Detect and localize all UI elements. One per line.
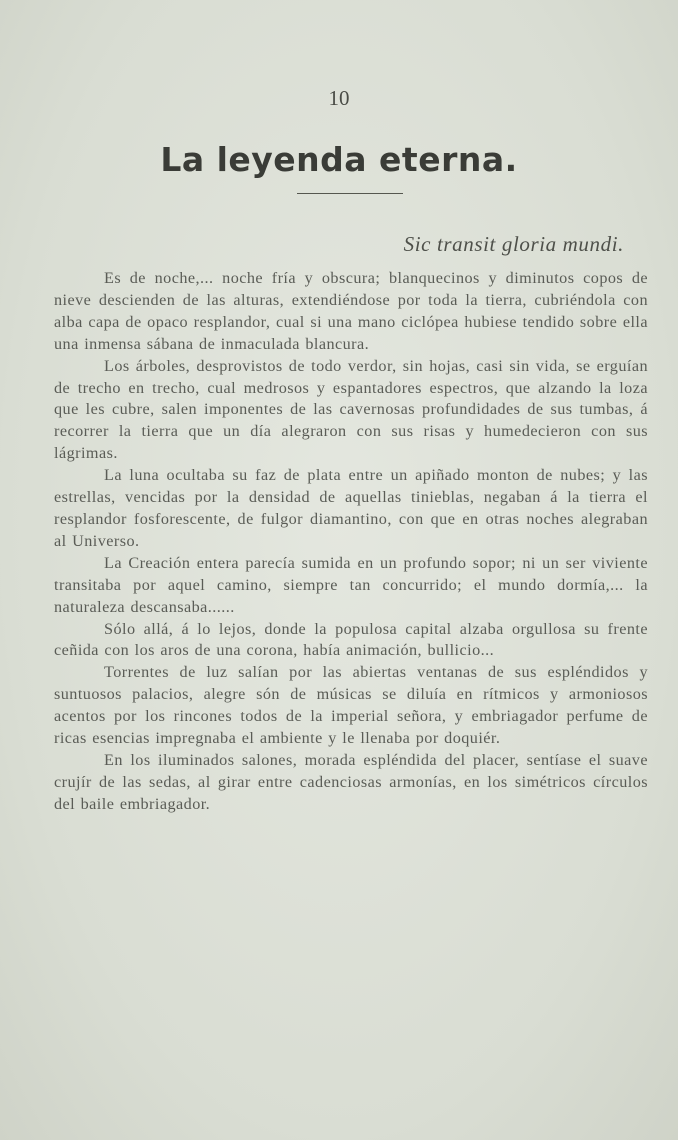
paragraph: Es de noche,... noche fría y obscura; blanquecinos y diminutos copos de nieve descienden de las alturas, extendiéndose por toda la tierra, cubriéndola con alba capa de opaco resplandor, cual si una mano ciclópea hubiese tendido sobre ella una inmensa sábana de inmaculada blancura. <box>54 269 648 353</box>
title-divider <box>297 193 403 194</box>
paragraph: Sólo allá, á lo lejos, donde la populosa capital alzaba orgullosa su frente ceñida con los aros de una corona, había animación, bullicio... <box>54 619 648 660</box>
chapter-title: La leyenda eterna. <box>160 140 518 179</box>
paragraph: Torrentes de luz salían por las abiertas ventanas de sus espléndidos y suntuosos palacios, alegre són de músicas se diluía en rítmicos y armoniosos acentos por los rincones todos de la imperial señora, y embriagador perfume de ricas esencias impregnaba el ambiente y le llenaba por doquiér. <box>54 663 648 748</box>
page-number: 10 <box>328 86 350 110</box>
epigraph: Sic transit gloria mundi. <box>403 232 624 256</box>
paragraph: La luna ocultaba su faz de plata entre un apiñado monton de nubes; y las estrellas, vencidas por la densidad de aquellas tinieblas, negaban á la tierra el resplandor fosforescente, de fulgor diamantino, con que en otras noches alegraban al Universo. <box>54 466 648 550</box>
paragraph: Los árboles, desprovistos de todo verdor, sin hojas, casi sin vida, se erguían de trecho en trecho, cual medrosos y espantadores espectros, que alzando la loza que les cubre, salen imponentes de las cavernosas profundidades de sus tumbas, á recorrer la tierra que un día alegraron con sus risas y humedecieron con sus lágrimas. <box>54 356 648 463</box>
paragraph: La Creación entera parecía sumida en un profundo sopor; ni un ser viviente transitaba por aquel camino, siempre tan concurrido; el mundo dormía,... la naturaleza descansaba...... <box>54 553 648 616</box>
body-text <box>54 268 648 816</box>
paragraph: En los iluminados salones, morada espléndida del placer, sentíase el suave crujír de las sedas, al girar entre cadenciosas armonías, en los simétricos círculos del baile embriagador. <box>54 750 648 813</box>
